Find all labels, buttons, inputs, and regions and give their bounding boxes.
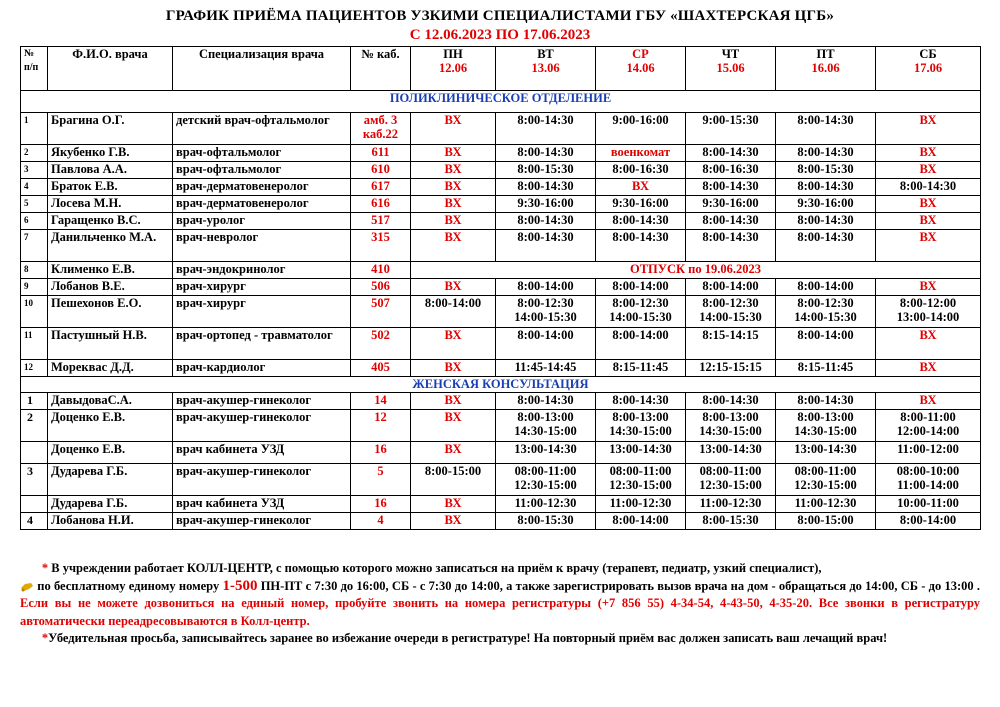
day-date: 14.06 [626,61,655,75]
schedule-cell: 8:00-12:30 14:00-15:30 [776,296,876,328]
note-call-center: * В учреждении работает КОЛЛ-ЦЕНТР, с помощью которого можно записаться на приём к врачу (терапевт, педиатр, узкий специалист), по бесплатному единому номеру 1-500 ПН-ПТ с 7:30 до 16:00, СБ - с 7:30 до 14:00, а также зарегистрировать вызов врача на дом - обращаться до 14:00, СБ - до 13:00 . Если вы не можете дозвониться на единый номер, пробуйте звонить на номера регистратуры (+7 856 55) 4-34-54, 4-43-50, 4-35-20. Все звонки в регистратуру автоматически переадресовываются в Колл-центр. [20,561,980,628]
row-number: 9 [21,279,48,296]
table-row [21,296,981,328]
doctor-specialization: врач-эндокринолог [173,262,351,279]
note-call-center-intro: В учреждении работает КОЛЛ-ЦЕНТР, с помощью которого можно записаться на приём к врачу (терапевт, педиатр, узкий специалист), [51,561,822,575]
doctor-name: Браток Е.В. [48,179,173,196]
schedule-cell: ВХ [876,162,981,179]
schedule-cell: ВХ [876,196,981,213]
schedule-cell: 8:00-14:30 [686,393,776,410]
col-spec-header: Специализация врача [173,47,351,91]
room-number: 507 [351,296,411,328]
schedule-cell: 8:00-14:30 [596,230,686,262]
schedule-cell: 08:00-11:00 12:30-15:00 [596,464,686,496]
schedule-cell: 8:00-14:30 [596,393,686,410]
schedule-cell: 8:00-13:00 14:30-15:00 [776,410,876,442]
doctor-name: Пастушный Н.В. [48,328,173,360]
schedule-cell: 8:00-14:00 [596,279,686,296]
day-date: 13.06 [531,61,560,75]
table-row [21,464,981,496]
schedule-cell: ВХ [876,360,981,377]
doctor-name: Данильченко М.А. [48,230,173,262]
doctor-specialization: врач-кардиолог [173,360,351,377]
row-number: 11 [21,328,48,360]
schedule-cell: ВХ [411,279,496,296]
table-row [21,496,981,513]
table-row [21,162,981,179]
row-number: 3 [21,162,48,179]
schedule-cell: 8:00-14:00 [411,296,496,328]
vacation-note: ОТПУСК по 19.06.2023 [411,262,981,279]
col-num-header: № п/п [21,47,48,91]
table-row [21,145,981,162]
table-row [21,213,981,230]
schedule-cell: 8:00-14:30 [776,230,876,262]
doctor-specialization: врач-уролог [173,213,351,230]
day-name: ПТ [816,47,835,61]
room-number: 405 [351,360,411,377]
schedule-cell: 8:00-12:30 14:00-15:30 [686,296,776,328]
schedule-cell: 8:00-14:00 [876,513,981,530]
room-number: 410 [351,262,411,279]
row-number: 4 [21,179,48,196]
schedule-cell: военкомат [596,145,686,162]
schedule-cell: 9:30-16:00 [776,196,876,213]
doctor-name: Доценко Е.В. [48,442,173,464]
schedule-cell: 8:00-15:30 [776,162,876,179]
room-number: 315 [351,230,411,262]
schedule-cell: ВХ [411,442,496,464]
schedule-cell: 8:00-14:30 [776,179,876,196]
col-day-header [776,47,876,91]
schedule-cell: 8:00-14:30 [776,113,876,145]
page-title: ГРАФИК ПРИЁМА ПАЦИЕНТОВ УЗКИМИ СПЕЦИАЛИСТАМИ ГБУ «ШАХТЕРСКАЯ ЦГБ» [165,8,835,24]
room-number: 611 [351,145,411,162]
col-name-header: Ф.И.О. врача [48,47,173,91]
schedule-cell: ВХ [876,145,981,162]
schedule-cell: 13:00-14:30 [496,442,596,464]
doctor-specialization: врач-офтальмолог [173,162,351,179]
schedule-cell: 8:00-15:00 [411,464,496,496]
row-number: 7 [21,230,48,262]
schedule-cell: 8:00-13:00 14:30-15:00 [596,410,686,442]
col-day-header [596,47,686,91]
doctor-name: Павлова А.А. [48,162,173,179]
period-subtitle: С 12.06.2023 ПО 17.06.2023 [409,27,591,43]
section-title: ПОЛИКЛИНИЧЕСКОЕ ОТДЕЛЕНИЕ [21,91,981,113]
section-header-row [21,377,981,393]
schedule-cell: 13:00-14:30 [686,442,776,464]
call-center-number: 1-500 [222,577,258,594]
table-row [21,262,981,279]
bell-icon [20,582,34,592]
room-number: 16 [351,496,411,513]
schedule-cell: 8:00-14:30 [496,230,596,262]
doctor-specialization: врач-хирург [173,296,351,328]
row-number: 10 [21,296,48,328]
schedule-table [20,46,981,530]
room-number: 502 [351,328,411,360]
col-day-header [876,47,981,91]
schedule-cell: ВХ [411,213,496,230]
schedule-cell: 8:00-15:00 [776,513,876,530]
schedule-cell: 8:00-12:30 14:00-15:30 [496,296,596,328]
schedule-cell: 8:00-14:30 [496,145,596,162]
schedule-cell: 9:30-16:00 [596,196,686,213]
schedule-cell: 9:30-16:00 [496,196,596,213]
schedule-cell: 8:00-14:30 [596,213,686,230]
table-row [21,196,981,213]
day-name: ВТ [537,47,554,61]
section-title: ЖЕНСКАЯ КОНСУЛЬТАЦИЯ [21,377,981,393]
room-number: 14 [351,393,411,410]
schedule-cell: 8:00-16:30 [596,162,686,179]
table-row [21,410,981,442]
doctor-name: Лобанова Н.И. [48,513,173,530]
schedule-cell: 8:00-14:00 [776,328,876,360]
schedule-cell: ВХ [876,230,981,262]
schedule-cell: ВХ [411,360,496,377]
schedule-cell: ВХ [876,393,981,410]
doctor-specialization: врач кабинета УЗД [173,496,351,513]
doctor-specialization: врач-акушер-гинеколог [173,464,351,496]
table-row [21,442,981,464]
day-date: 15.06 [716,61,745,75]
schedule-cell: 10:00-11:00 [876,496,981,513]
schedule-cell: ВХ [411,162,496,179]
row-number: 12 [21,360,48,377]
day-name: СР [632,47,649,61]
doctor-specialization: врач кабинета УЗД [173,442,351,464]
schedule-cell: 8:00-14:30 [496,179,596,196]
schedule-cell: ВХ [596,179,686,196]
room-number: 616 [351,196,411,213]
schedule-cell: 13:00-14:30 [596,442,686,464]
row-number: 6 [21,213,48,230]
table-row [21,513,981,530]
room-number: 16 [351,442,411,464]
schedule-cell: ВХ [411,196,496,213]
room-number: 4 [351,513,411,530]
row-number [21,442,48,464]
schedule-cell: 8:00-14:30 [496,113,596,145]
room-number: 517 [351,213,411,230]
schedule-cell: 8:00-14:30 [686,213,776,230]
day-date: 16.06 [811,61,840,75]
table-row [21,113,981,145]
room-number: 617 [351,179,411,196]
doctor-name: ДавыдоваС.А. [48,393,173,410]
schedule-cell: 12:15-15:15 [686,360,776,377]
doctor-name: Брагина О.Г. [48,113,173,145]
schedule-cell: 8:15-11:45 [776,360,876,377]
schedule-cell: 8:00-14:00 [596,513,686,530]
schedule-cell: 8:00-12:00 13:00-14:00 [876,296,981,328]
note-advance-booking: *Убедительная просьба, записывайтесь заранее во избежание очереди в регистратуре! На повторный приём вас должен записать ваш лечащий врач! [41,631,888,645]
schedule-cell: ВХ [411,496,496,513]
doctor-name: Пешехонов Е.О. [48,296,173,328]
col-day-header [496,47,596,91]
schedule-cell: ВХ [411,513,496,530]
table-row [21,279,981,296]
row-number: 4 [21,513,48,530]
doctor-specialization: детский врач-офтальмолог [173,113,351,145]
schedule-cell: ВХ [411,145,496,162]
schedule-cell: 08:00-11:00 12:30-15:00 [496,464,596,496]
schedule-cell: 8:00-12:30 14:00-15:30 [596,296,686,328]
schedule-cell: 8:00-14:00 [496,279,596,296]
row-number: 2 [21,145,48,162]
room-number: 5 [351,464,411,496]
doctor-name: Гаращенко В.С. [48,213,173,230]
schedule-cell: ВХ [411,393,496,410]
schedule-cell: ВХ [876,279,981,296]
doctor-name: Доценко Е.В. [48,410,173,442]
doctor-specialization: врач-акушер-гинеколог [173,393,351,410]
room-number: 610 [351,162,411,179]
room-number: 506 [351,279,411,296]
schedule-cell: 08:00-10:00 11:00-14:00 [876,464,981,496]
table-row [21,230,981,262]
doctor-name: Клименко Е.В. [48,262,173,279]
row-number: 1 [21,113,48,145]
schedule-cell: 11:00-12:00 [876,442,981,464]
schedule-cell: 8:00-14:00 [776,279,876,296]
schedule-cell: ВХ [411,410,496,442]
schedule-cell: 8:00-14:30 [876,179,981,196]
doctor-specialization: врач-офтальмолог [173,145,351,162]
footer-notes [20,560,980,648]
col-room-header: № каб. [351,47,411,91]
schedule-cell: 11:45-14:45 [496,360,596,377]
schedule-cell: 8:00-15:30 [496,162,596,179]
row-number: 5 [21,196,48,213]
schedule-cell: 8:00-14:30 [686,230,776,262]
schedule-cell: ВХ [411,328,496,360]
schedule-cell: 9:00-16:00 [596,113,686,145]
row-number: 2 [21,410,48,442]
row-number: 8 [21,262,48,279]
note-registry-phones: Если вы не можете дозвониться на единый номер, пробуйте звонить на номера регистратуры (+7 856 55) 4-34-54, 4-43-50, 4-35-20. Все звонки в регистратуру автоматически переадресовываются в Колл-центр. [20,596,980,628]
schedule-cell: 08:00-11:00 12:30-15:00 [776,464,876,496]
schedule-cell: 8:00-14:00 [686,279,776,296]
schedule-cell: 8:00-15:30 [496,513,596,530]
day-name: ПН [443,47,463,61]
section-header-row [21,91,981,113]
doctor-specialization: врач-невролог [173,230,351,262]
doctor-name: Якубенко Г.В. [48,145,173,162]
doctor-specialization: врач-акушер-гинеколог [173,410,351,442]
doctor-specialization: врач-дерматовенеролог [173,179,351,196]
day-name: ЧТ [721,47,740,61]
schedule-cell: 8:00-15:30 [686,513,776,530]
note-call-center-phone-text: по бесплатному единому номеру [34,578,223,593]
doctor-name: Дударева Г.Б. [48,464,173,496]
schedule-cell: 11:00-12:30 [496,496,596,513]
schedule-cell: 11:00-12:30 [686,496,776,513]
schedule-cell: 8:00-16:30 [686,162,776,179]
table-row [21,393,981,410]
table-row [21,360,981,377]
row-number [21,496,48,513]
doctor-name: Мореквас Д.Д. [48,360,173,377]
doctor-specialization: врач-дерматовенеролог [173,196,351,213]
schedule-cell: 8:00-13:00 14:30-15:00 [686,410,776,442]
schedule-cell: 8:00-14:00 [596,328,686,360]
schedule-cell: ВХ [876,113,981,145]
schedule-cell: ВХ [411,230,496,262]
table-body [21,91,981,530]
note-call-center-hours: ПН-ПТ с 7:30 до 16:00, СБ - с 7:30 до 14:00, а также зарегистрировать вызов врача на дом - обращаться до 14:00, СБ - до 13:00 . [257,578,980,593]
day-name: СБ [919,47,937,61]
row-number: 3 [21,464,48,496]
doctor-specialization: врач-акушер-гинеколог [173,513,351,530]
doctor-name: Дударева Г.Б. [48,496,173,513]
schedule-cell: 9:30-16:00 [686,196,776,213]
schedule-cell: 8:00-14:00 [496,328,596,360]
col-day-header [411,47,496,91]
schedule-cell: 8:00-14:30 [776,213,876,230]
day-date: 12.06 [438,61,468,75]
schedule-cell: 8:00-14:30 [496,213,596,230]
schedule-cell: ВХ [411,179,496,196]
schedule-cell: 8:00-11:00 12:00-14:00 [876,410,981,442]
schedule-cell: ВХ [876,213,981,230]
schedule-cell: 11:00-12:30 [776,496,876,513]
schedule-cell: ВХ [876,328,981,360]
schedule-cell: 8:15-14:15 [686,328,776,360]
col-day-header [686,47,776,91]
room-number: амб. 3 каб.22 [351,113,411,145]
schedule-cell: 11:00-12:30 [596,496,686,513]
schedule-cell: 9:00-15:30 [686,113,776,145]
doctor-specialization: врач-ортопед - травматолог [173,328,351,360]
table-row [21,328,981,360]
schedule-cell: 8:00-14:30 [776,145,876,162]
schedule-cell: 8:00-13:00 14:30-15:00 [496,410,596,442]
table-header-row [21,47,981,91]
room-number: 12 [351,410,411,442]
schedule-cell: 8:00-14:30 [496,393,596,410]
doctor-specialization: врач-хирург [173,279,351,296]
schedule-cell: 8:00-14:30 [686,179,776,196]
schedule-cell: 8:15-11:45 [596,360,686,377]
doctor-name: Лосева М.Н. [48,196,173,213]
schedule-cell: 8:00-14:30 [776,393,876,410]
schedule-cell: 8:00-14:30 [686,145,776,162]
day-date: 17.06 [913,61,943,75]
doctor-name: Лобанов В.Е. [48,279,173,296]
schedule-cell: 13:00-14:30 [776,442,876,464]
schedule-cell: 08:00-11:00 12:30-15:00 [686,464,776,496]
schedule-cell: ВХ [411,113,496,145]
row-number: 1 [21,393,48,410]
table-row [21,179,981,196]
